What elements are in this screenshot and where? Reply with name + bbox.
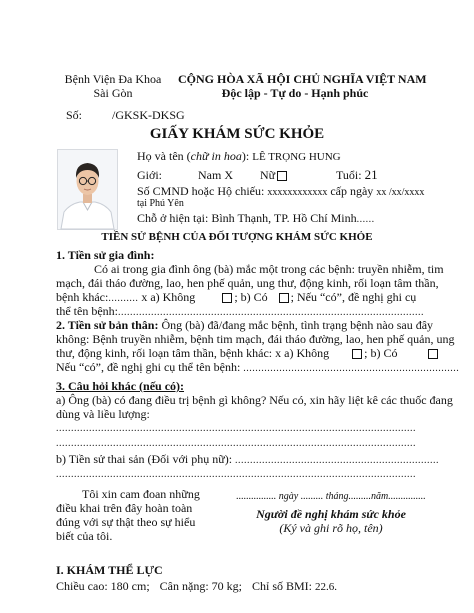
personal-option-yes: ; b) Có: [364, 346, 398, 360]
bmi-value: 22.6.: [315, 581, 338, 593]
personal-history-options: [56, 346, 440, 361]
personal-if-yes: Nếu “có”, đề nghị ghi cụ thể tên bệnh:: [56, 360, 241, 374]
document-number: [66, 108, 185, 123]
personal-history-row1: [56, 318, 433, 333]
hospital-name-line2: Sài Gòn: [93, 86, 133, 100]
id-label: Số CMND hoặc Hộ chiếu:: [137, 184, 265, 198]
document-number-label: Số:: [66, 108, 83, 122]
family-history-text-line2: mạch, đái tháo đường, lao, hen phế quản, ung thư, động kinh, rối loạn tâm thần,: [56, 276, 439, 290]
height-label: Chiều cao:: [56, 579, 108, 593]
answer-a-dots-line1: ........................................................................................................................: [56, 423, 416, 434]
address-label: Chỗ ở hiện tại:: [137, 211, 209, 225]
address-value: Bình Thạnh, TP. Hồ Chí Minh: [211, 211, 357, 225]
family-option-no: x a) Không: [141, 290, 196, 304]
commitment-line2: điều khai trên đây hoàn toàn: [56, 501, 193, 515]
id-value: xxxxxxxxxxxx: [267, 187, 328, 198]
family-option-yes: ; b) Có: [234, 290, 268, 304]
hospital-name-line1: Bệnh Viện Đa Khoa: [64, 72, 162, 86]
question-b: b) Tiền sử thai sản (Đối với phụ nữ):: [56, 452, 233, 466]
female-checkbox: [277, 171, 287, 181]
portrait-image: [58, 150, 117, 229]
answer-b-dots-line2: ........................................................................................................................: [56, 469, 416, 480]
family-specify-label: thể tên bệnh:: [56, 304, 118, 318]
family-no-checkbox: [222, 293, 232, 303]
question-b-row: [56, 452, 440, 467]
name-label-suffix: ):: [241, 149, 250, 163]
full-name: LÊ TRỌNG HUNG: [252, 151, 341, 163]
physical-measurements: [56, 579, 337, 594]
id-row: [137, 184, 424, 199]
family-history-heading: 1. Tiền sử gia đình:: [56, 248, 155, 262]
name-label-prefix: Họ và tên (: [137, 149, 191, 163]
height-value: 180 cm;: [110, 579, 150, 593]
signature-subtitle: (Ký và ghi rõ họ, tên): [279, 521, 383, 535]
gender-label: Giới:: [137, 168, 163, 182]
family-specify-row: [56, 304, 424, 319]
personal-history-text-line1: Ông (bà) đã/đang mắc bệnh, tình trạng bệnh nào sau đây: [161, 318, 434, 332]
name-row: [137, 149, 341, 164]
country-motto: Độc lập - Tự do - Hạnh phúc: [221, 86, 369, 100]
family-if-yes: ; Nếu “có”, đề nghị ghi cụ: [290, 290, 417, 304]
family-history-options: [56, 290, 416, 305]
question-a-line2: dùng và liều lượng:: [56, 407, 150, 421]
family-yes-checkbox: [279, 293, 289, 303]
document-title: GIẤY KHÁM SỨC KHỎE: [149, 126, 325, 142]
name-label-italic: chữ in hoa: [190, 149, 242, 163]
family-other-label: bệnh khác:: [56, 290, 109, 304]
issued-place: tại Phú Yên: [137, 198, 184, 209]
gender-female-label: Nữ: [260, 168, 276, 182]
age-label: Tuổi:: [336, 168, 362, 182]
personal-yes-checkbox: [428, 349, 438, 359]
family-history-text-line1: Có ai trong gia đình ông (bà) mắc một trong các bệnh: truyền nhiễm, tim: [94, 262, 444, 276]
answer-a-dots-line2: ........................................................................................................................: [56, 438, 416, 449]
commitment-line1: Tôi xin cam đoan những: [82, 487, 200, 501]
personal-specify-dots: ........................................................................: [243, 363, 460, 374]
other-questions-heading: 3. Câu hỏi khác (nếu có):: [56, 379, 185, 393]
family-other-dots: ..........: [108, 293, 139, 304]
portrait-photo: [57, 149, 118, 230]
personal-no-checkbox: [352, 349, 362, 359]
commitment-line3: đúng với sự thật theo sự hiểu: [56, 515, 196, 529]
signature-title: Người đề nghị khám sức khỏe: [256, 507, 406, 521]
personal-specify-row: [56, 360, 459, 375]
issued-label: cấp ngày: [330, 184, 374, 198]
personal-history-text-line2: không: Bệnh truyền nhiễm, bệnh tim mạch, đái tháo đường, lao, hen phế quản, ung: [56, 332, 455, 346]
address-row: [137, 211, 375, 226]
weight-label: Cân nặng:: [159, 579, 209, 593]
age-row: [336, 167, 378, 183]
gender-female: [260, 168, 289, 183]
weight-value: 70 kg;: [211, 579, 242, 593]
question-a-line1: a) Ông (bà) có đang điều trị bệnh gì không? Nếu có, xin hãy liệt kê các thuốc đang: [56, 393, 453, 407]
history-title: TIỀN SỬ BỆNH CỦA ĐỐI TƯỢNG KHÁM SỨC KHỎE: [101, 231, 373, 243]
gender-male: Nam X: [198, 168, 233, 182]
issued-date: xx /xx/xxxx: [376, 187, 425, 198]
bmi-label: Chỉ số BMI:: [252, 579, 313, 593]
signature-date-line: ................ ngày ......... tháng.........năm...............: [236, 491, 426, 502]
family-specify-dots: ......................................................................................................: [117, 307, 424, 318]
address-dots: ......: [356, 214, 375, 225]
answer-b-dots: ....................................................................: [235, 455, 440, 466]
document-number-code: /GKSK-DKSG: [112, 108, 185, 122]
commitment-line4: biết của tôi.: [56, 529, 113, 543]
physical-exam-heading: I. KHÁM THỂ LỰC: [56, 563, 163, 577]
country-name: CỘNG HÒA XÃ HỘI CHỦ NGHĨA VIỆT NAM: [178, 72, 427, 86]
age-value: 21: [364, 167, 378, 182]
personal-history-heading: 2. Tiền sử bản thân:: [56, 318, 159, 332]
personal-history-text-line3: thư, động kinh, rối loạn tâm thần, bệnh khác: x a) Không: [56, 346, 330, 360]
